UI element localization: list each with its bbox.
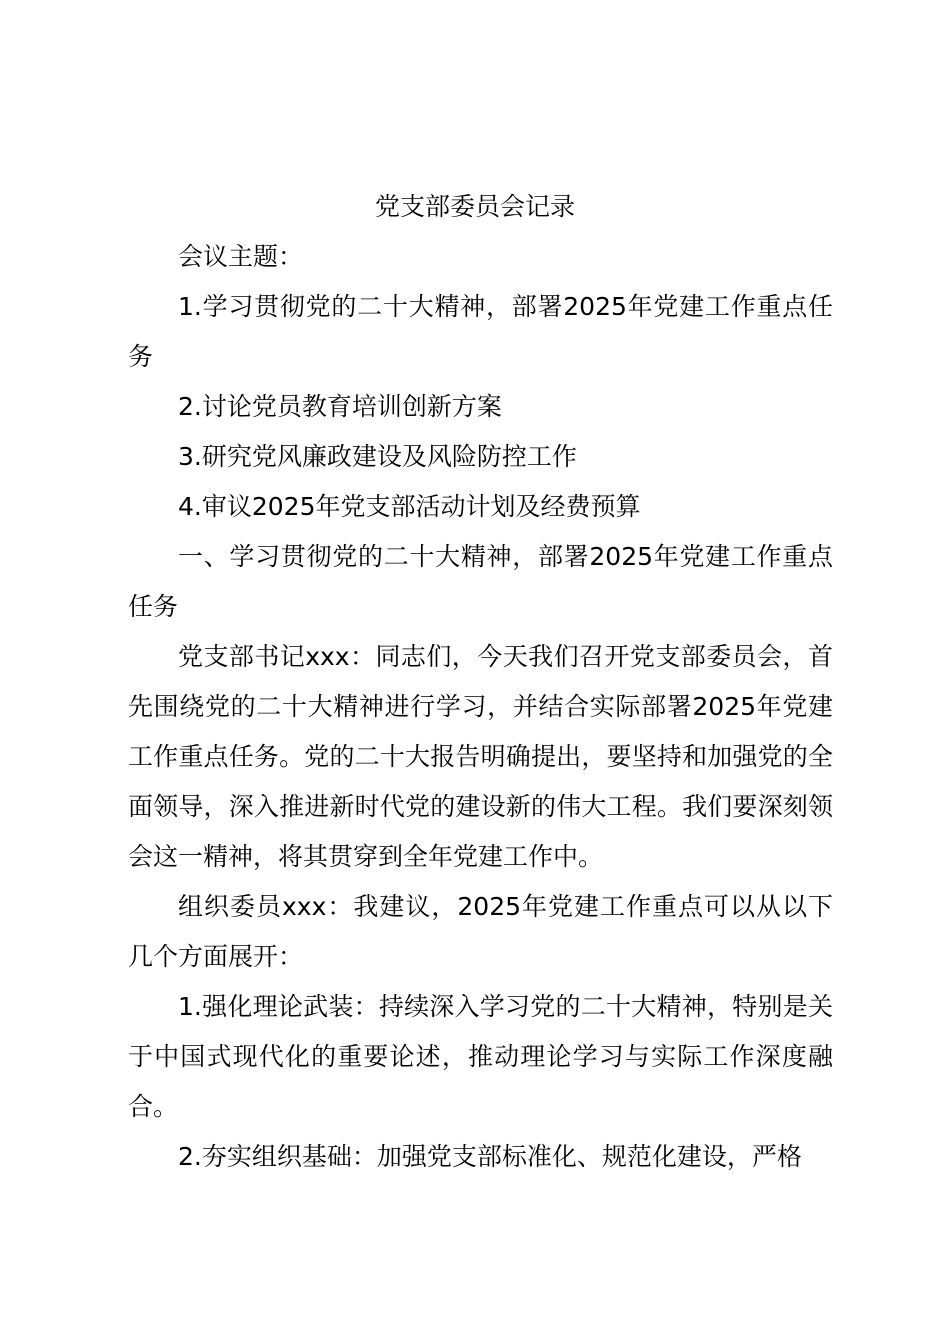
document-body bbox=[128, 232, 833, 1182]
paragraph-meeting-topics: 会议主题： bbox=[178, 242, 304, 271]
section-heading-1: 一、学习贯彻党的二十大精神，部署2025年党建工作重点任务 bbox=[128, 542, 833, 621]
paragraph-topic-1: 1.学习贯彻党的二十大精神，部署2025年党建工作重点任务 bbox=[128, 292, 833, 371]
paragraph-point-2: 2.夯实组织基础：加强党支部标准化、规范化建设，严格 bbox=[178, 1142, 802, 1171]
paragraph-topic-2: 2.讨论党员教育培训创新方案 bbox=[178, 392, 502, 421]
document-title: 党支部委员会记录 bbox=[374, 192, 575, 221]
paragraph-topic-4: 4.审议2025年党支部活动计划及经费预算 bbox=[178, 492, 641, 521]
paragraph-secretary-speech: 党支部书记xxx：同志们，今天我们召开党支部委员会，首先围绕党的二十大精神进行学习，并结合实际部署2025年党建工作重点任务。党的二十大报告明确提出，要坚持和加强党的全面领导，深入推进新时代党的建设新的伟大工程。我们要深刻领会这一精神，将其贯穿到全年党建工作中。 bbox=[128, 642, 833, 871]
paragraph-topic-3: 3.研究党风廉政建设及风险防控工作 bbox=[178, 442, 577, 471]
paragraph-organization-committee: 组织委员xxx：我建议，2025年党建工作重点可以从以下几个方面展开： bbox=[128, 892, 833, 971]
paragraph-point-1: 1.强化理论武装：持续深入学习党的二十大精神，特别是关于中国式现代化的重要论述，推动理论学习与实际工作深度融合。 bbox=[128, 992, 833, 1121]
